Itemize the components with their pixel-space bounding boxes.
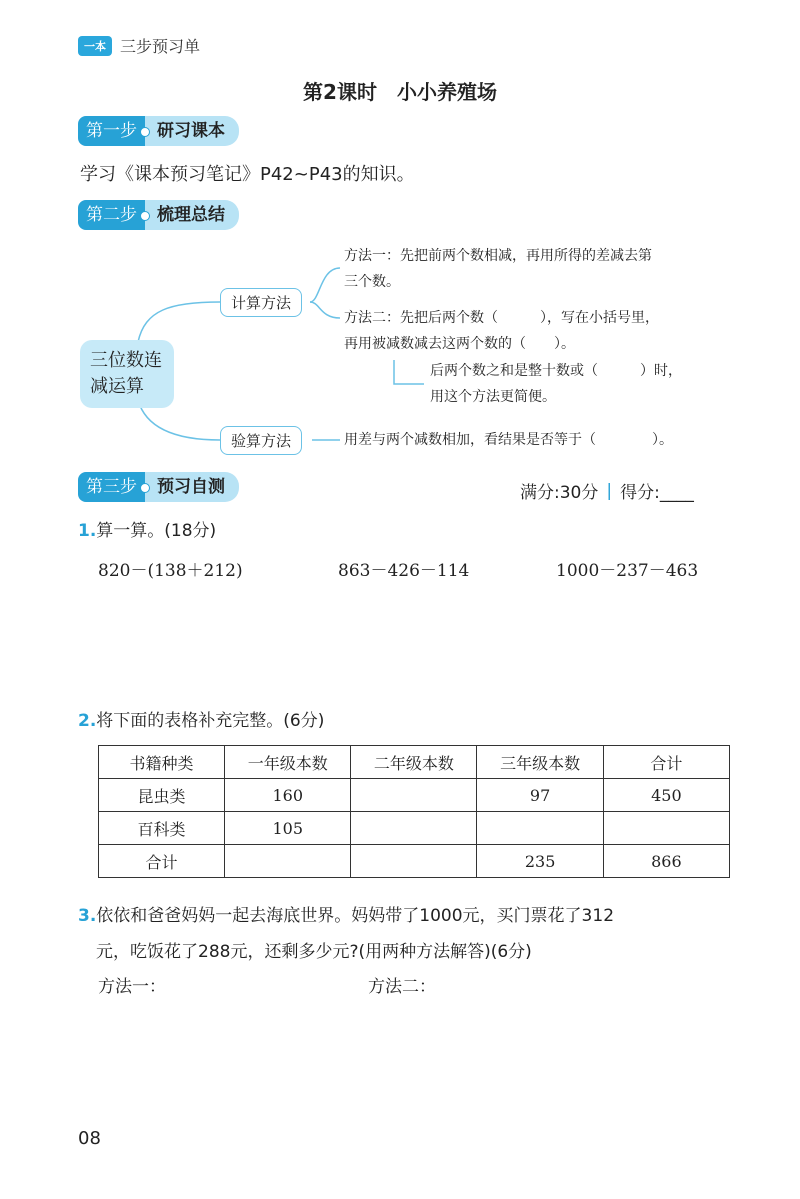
table-cell: 866: [603, 845, 729, 878]
table-cell: [477, 812, 603, 845]
q3-line2: 元，吃饭花了288元，还剩多少元?(用两种方法解答)(6分): [96, 942, 532, 962]
page-title: 第2课时 小小养殖场: [303, 80, 497, 104]
score-separator: |: [606, 480, 613, 501]
step2-label: 梳理总结: [145, 200, 239, 230]
table-header: 合计: [603, 746, 729, 779]
table-row: [99, 812, 730, 845]
branch-check-method: 验算方法: [220, 426, 302, 455]
score-box: [520, 478, 694, 503]
step3-banner: [78, 472, 239, 502]
table-cell: 合计: [99, 845, 225, 878]
series-name: 三步预习单: [120, 37, 201, 56]
center-line2: 减运算: [90, 376, 144, 397]
table-cell: 昆虫类: [99, 779, 225, 812]
q2-text: 将下面的表格补充完整。(6分): [96, 711, 325, 731]
q2-title: [78, 706, 324, 731]
got-score: 得分:____: [620, 483, 694, 503]
q3-method1-label: 方法一：: [98, 977, 166, 997]
table-cell: 235: [477, 845, 603, 878]
q1-expr-3: 1000－237－463: [556, 561, 699, 581]
q1-number: 1.: [78, 521, 97, 541]
q2-number: 2.: [78, 711, 97, 731]
table-cell: [351, 779, 477, 812]
note-line1: 后两个数之和是整十数或（ ）时，: [430, 363, 682, 379]
table-cell: [225, 845, 351, 878]
step1-text: 学习《课本预习笔记》P42~P43的知识。: [80, 164, 415, 185]
note-line2: 用这个方法更简便。: [430, 389, 556, 405]
method2-line1: 方法二：先把后两个数（ ），写在小括号里，: [344, 310, 659, 326]
table-header: 三年级本数: [477, 746, 603, 779]
step3-tag: 第三步: [78, 472, 145, 502]
step1-tag: 第一步: [78, 116, 145, 146]
step3-label: 预习自测: [145, 472, 239, 502]
step2-tag: 第二步: [78, 200, 145, 230]
table-header-row: [99, 746, 730, 779]
table-row: [99, 779, 730, 812]
check-method-text: 用差与两个减数相加，看结果是否等于（ ）。: [344, 432, 673, 448]
books-table: [98, 745, 730, 878]
step1-label: 研习课本: [145, 116, 239, 146]
table-header: 书籍种类: [99, 746, 225, 779]
q3-line1: 依依和爸爸妈妈一起去海底世界。妈妈带了1000元，买门票花了312: [96, 906, 615, 926]
table-cell: [603, 812, 729, 845]
table-header: 二年级本数: [351, 746, 477, 779]
full-score: 满分:30分: [520, 483, 599, 503]
q1-expr-2: 863－426－114: [338, 561, 470, 581]
page-number: 08: [78, 1128, 101, 1149]
method1-line1: 方法一：先把前两个数相减，再用所得的差减去第: [344, 248, 652, 264]
table-header: 一年级本数: [225, 746, 351, 779]
q1-title: [78, 516, 216, 541]
method2-note: [430, 358, 682, 410]
center-line1: 三位数连: [90, 350, 162, 371]
method1-text: [344, 243, 652, 295]
q1-text: 算一算。(18分): [96, 521, 217, 541]
table-cell: 450: [603, 779, 729, 812]
q1-expr-1: 820－(138＋212): [98, 561, 243, 581]
method2-text: [344, 305, 659, 357]
table-cell: [351, 812, 477, 845]
table-row: [99, 845, 730, 878]
method2-line2: 再用被减数减去这两个数的（ ）。: [344, 336, 575, 352]
brand-logo: 一本: [78, 36, 112, 56]
method1-line2: 三个数。: [344, 274, 400, 290]
q3-text: [78, 898, 614, 970]
table-cell: 105: [225, 812, 351, 845]
table-cell: [351, 845, 477, 878]
branch-calc-method: 计算方法: [220, 288, 302, 317]
q3-method2-label: 方法二：: [368, 977, 436, 997]
q3-number: 3.: [78, 906, 97, 926]
table-cell: 百科类: [99, 812, 225, 845]
table-cell: 97: [477, 779, 603, 812]
table-cell: 160: [225, 779, 351, 812]
mindmap-center: [80, 340, 174, 408]
